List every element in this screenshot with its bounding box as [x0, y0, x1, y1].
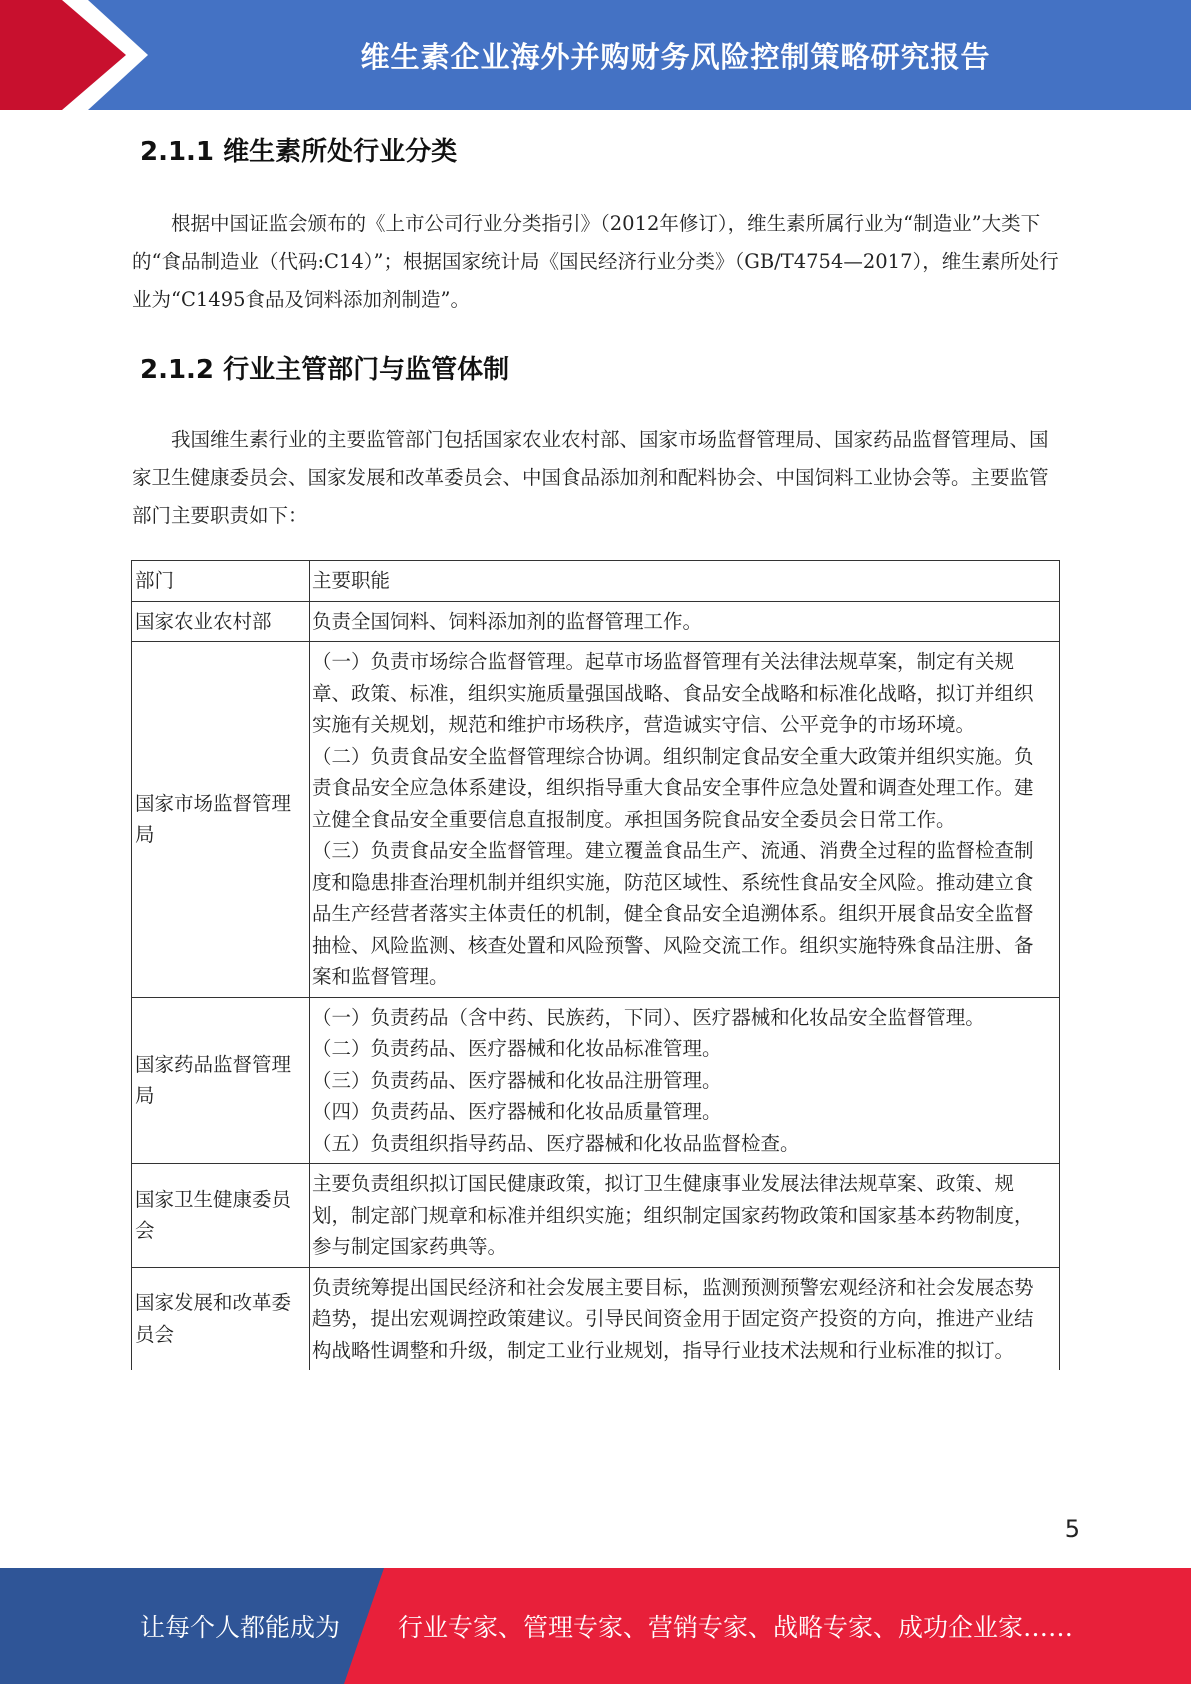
function-item: （一）负责市场综合监督管理。起草市场监督管理有关法律法规草案，制定有关规章、政策、标准，组织实施质量强国战略、食品安全战略和标准化战略，拟订并组织实施有关规划，规范和维护市场秩序，营造诚实守信、公平竞争的市场环境。: [312, 650, 1034, 736]
regulatory-system-paragraph: 我国维生素行业的主要监管部门包括国家农业农村部、国家市场监督管理局、国家药品监督管理局、国家卫生健康委员会、国家发展和改革委员会、中国食品添加剂和配料协会、中国饲料工业协会等。主要监管部门主要职责如下：: [132, 428, 1049, 527]
table-header-dept: 部门: [132, 561, 310, 602]
table-cell-functions: [310, 642, 1060, 998]
function-item: （三）负责药品、医疗器械和化妆品注册管理。: [312, 1068, 722, 1092]
table-header-functions: 主要职能: [310, 561, 1060, 602]
table-row: [132, 997, 1060, 1164]
function-item: （二）负责食品安全监督管理综合协调。组织制定食品安全重大政策并组织实施。负责食品安全应急体系建设，组织指导重大食品安全事件应急处置和调查处理工作。建立健全食品安全重要信息直报制度。承担国务院食品安全委员会日常工作。: [312, 744, 1034, 831]
page-footer: [0, 1568, 1191, 1684]
function-item: （一）负责药品（含中药、民族药，下同）、医疗器械和化妆品安全监督管理。: [312, 1005, 985, 1029]
table-cell-functions: [310, 601, 1060, 642]
table-cell-dept: 国家发展和改革委员会: [132, 1267, 310, 1370]
regulatory-duties-table: [131, 560, 1060, 1370]
function-item: （二）负责药品、医疗器械和化妆品标准管理。: [312, 1037, 722, 1060]
footer-slogan-right: 行业专家、管理专家、营销专家、战略专家、成功企业家……: [398, 1613, 1074, 1642]
table-header-row: [132, 561, 1060, 602]
function-item: 负责全国饲料、饲料添加剂的监督管理工作。: [312, 609, 703, 633]
industry-classification-paragraph: 根据中国证监会颁布的《上市公司行业分类指引》（2012年修订），维生素所属行业为“制造业”大类下的“食品制造业（代码:C14）”；根据国家统计局《国民经济行业分类》（GB/T4754—2017），维生素所处行业为“C1495食品及饲料添加剂制造”。: [132, 212, 1059, 311]
table-row: [132, 1267, 1060, 1370]
report-title: 维生素企业海外并购财务风险控制策略研究报告: [360, 39, 991, 74]
table-row: [132, 642, 1060, 998]
function-item: （四）负责药品、医疗器械和化妆品质量管理。: [312, 1100, 722, 1123]
function-item: （五）负责组织指导药品、医疗器械和化妆品监督检查。: [312, 1131, 800, 1155]
function-item: （三）负责食品安全监督管理。建立覆盖食品生产、流通、消费全过程的监督检查制度和隐患排查治理机制并组织实施，防范区域性、系统性食品安全风险。推动建立食品生产经营者落实主体责任的机制，健全食品安全追溯体系。组织开展食品安全监督抽检、风险监测、核查处置和风险预警、风险交流工作。组织实施特殊食品注册、备案和监督管理。: [312, 839, 1034, 988]
function-item: 主要负责组织拟订国民健康政策，拟订卫生健康事业发展法律法规草案、政策、规划，制定部门规章和标准并组织实施；组织制定国家药物政策和国家基本药物制度，参与制定国家药典等。: [312, 1172, 1034, 1258]
header-arrow-decoration: [0, 0, 160, 110]
table-cell-functions: [310, 1267, 1060, 1370]
page-header: [0, 0, 1191, 110]
table-row: [132, 601, 1060, 642]
table-row: [132, 1164, 1060, 1268]
table-cell-dept: 国家药品监督管理局: [132, 997, 310, 1164]
page-number: 5: [1064, 1515, 1080, 1543]
section-heading-industry-classification: 2.1.1 维生素所处行业分类: [140, 137, 458, 167]
table-cell-functions: [310, 1164, 1060, 1268]
table-cell-dept: 国家农业农村部: [132, 601, 310, 642]
table-cell-functions: [310, 997, 1060, 1164]
section-heading-regulatory-system: 2.1.2 行业主管部门与监管体制: [140, 355, 510, 385]
table-cell-dept: 国家市场监督管理局: [132, 642, 310, 998]
function-item: 负责统筹提出国民经济和社会发展主要目标，监测预测预警宏观经济和社会发展态势趋势，提出宏观调控政策建议。引导民间资金用于固定资产投资的方向，推进产业结构战略性调整和升级，制定工业行业规划，指导行业技术法规和行业标准的拟订。: [312, 1275, 1034, 1362]
footer-slogan-left: 让每个人都能成为: [140, 1613, 341, 1642]
table-cell-dept: 国家卫生健康委员会: [132, 1164, 310, 1268]
